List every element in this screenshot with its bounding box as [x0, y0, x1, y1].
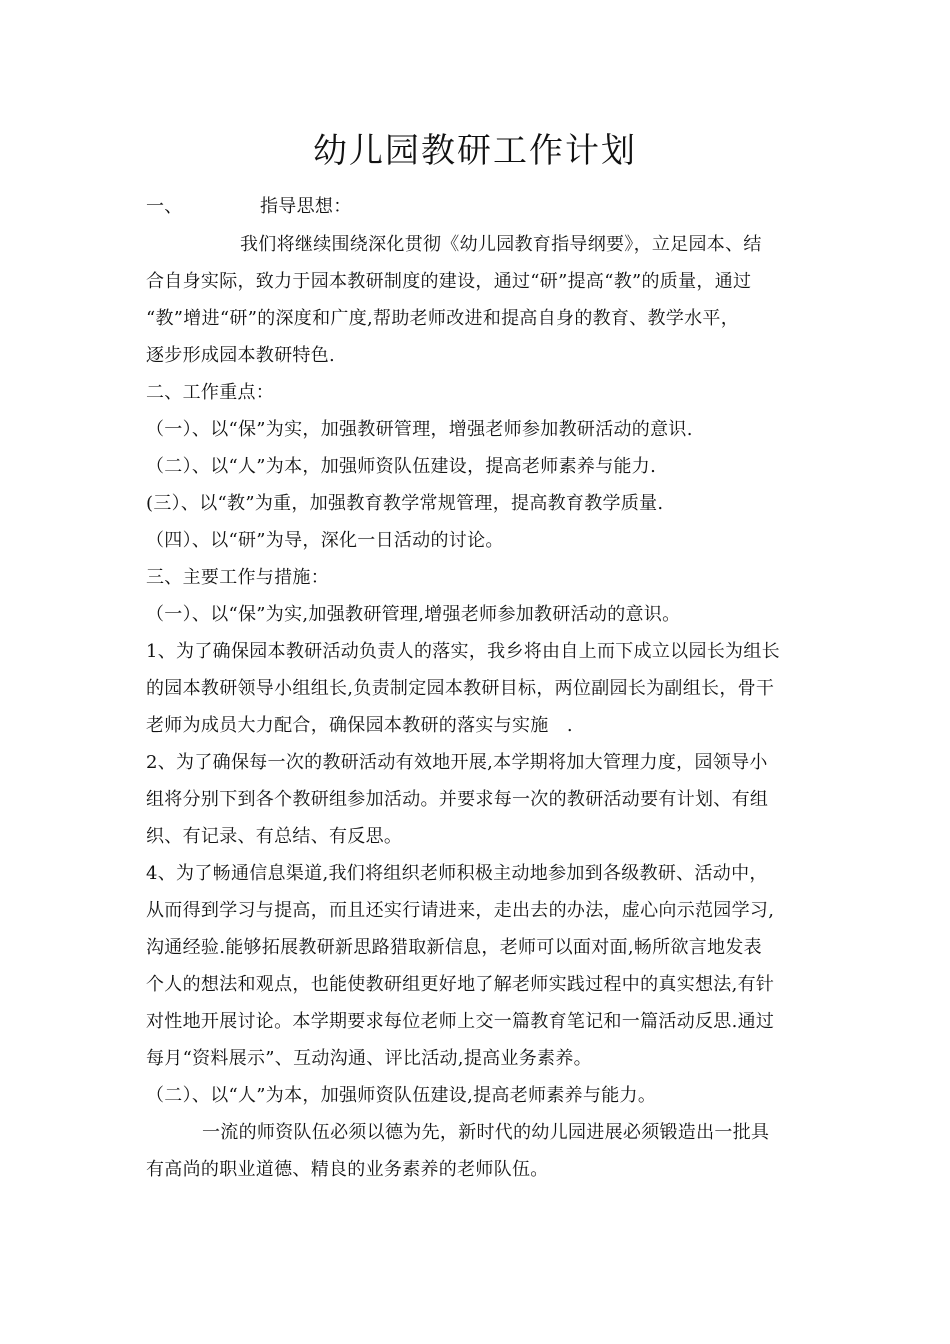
paragraph-line: 每月“资料展示”、互动沟通、评比活动,提高业务素养。 — [146, 1048, 592, 1069]
list-item: （一）、以“保”为实，加强教研管理，增强老师参加教研活动的意识. — [146, 419, 693, 440]
paragraph-line: 合自身实际，致力于园本教研制度的建设，通过“研”提高“教”的质量，通过 — [146, 271, 752, 292]
section-title: 指导思想： — [260, 196, 352, 217]
paragraph-line: 的园本教研领导小组组长,负责制定园本教研目标，两位副园长为副组长，骨干 — [146, 678, 775, 699]
document-title: 幼儿园教研工作计划 — [313, 131, 637, 171]
paragraph-line: 对性地开展讨论。本学期要求每位老师上交一篇教育笔记和一篇活动反思.通过 — [146, 1011, 775, 1032]
paragraph-line: 沟通经验.能够拓展教研新思路猎取新信息，老师可以面对面,畅所欲言地发表 — [146, 937, 762, 958]
paragraph-line: 从而得到学习与提高，而且还实行请进来，走出去的办法，虚心向示范园学习, — [146, 900, 775, 921]
paragraph-line: 一流的师资队伍必须以德为先，新时代的幼儿园进展必须锻造出一批具 — [202, 1122, 770, 1143]
paragraph-line: 4、为了畅通信息渠道,我们将组织老师积极主动地参加到各级教研、活动中， — [146, 863, 768, 884]
paragraph-line: 织、有记录、有总结、有反思。 — [146, 826, 403, 847]
list-item: （四）、以“研”为导，深化一日活动的讨论。 — [146, 530, 504, 551]
list-item: (三）、以“教”为重，加强教育教学常规管理，提高教育教学质量. — [146, 493, 664, 514]
subsection-heading: （一）、以“保”为实,加强教研管理,增强老师参加教研活动的意识。 — [146, 604, 681, 625]
paragraph-line: 个人的想法和观点，也能使教研组更好地了解老师实践过程中的真实想法,有针 — [146, 974, 775, 995]
paragraph-line: 1、为了确保园本教研活动负责人的落实，我乡将由自上而下成立以园长为组长 — [146, 641, 780, 662]
paragraph-line: 2、为了确保每一次的教研活动有效地开展,本学期将加大管理力度，园领导小 — [146, 752, 768, 773]
paragraph-line: 老师为成员大力配合，确保园本教研的落实与实施 . — [146, 715, 573, 736]
paragraph-line: 我们将继续围绕深化贯彻《幼儿园教育指导纲要》，立足园本、结 — [240, 234, 762, 255]
subsection-heading: （二）、以“人”为本，加强师资队伍建设,提高老师素养与能力。 — [146, 1085, 657, 1106]
paragraph-line: 有高尚的职业道德、精良的业务素养的老师队伍。 — [146, 1159, 549, 1180]
list-item: （二）、以“人”为本，加强师资队伍建设，提高老师素养与能力. — [146, 456, 657, 477]
paragraph-line: “教”增进“研”的深度和广度,帮助老师改进和提高自身的教育、教学水平， — [146, 308, 740, 329]
section-heading-key-work: 二、工作重点： — [146, 382, 275, 403]
paragraph-line: 逐步形成园本教研特色. — [146, 345, 336, 366]
paragraph-line: 组将分别下到各个教研组参加活动。并要求每一次的教研活动要有计划、有组 — [146, 789, 769, 810]
section-number: 一、 — [146, 196, 183, 217]
section-heading-measures: 三、主要工作与措施： — [146, 567, 329, 588]
